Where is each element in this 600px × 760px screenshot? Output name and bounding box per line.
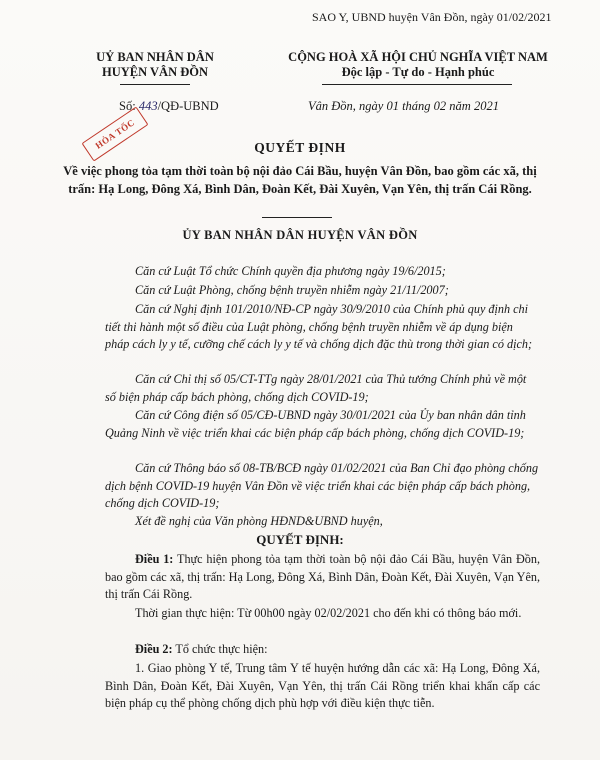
nation-line1: CỘNG HOÀ XÃ HỘI CHỦ NGHĨA VIỆT NAM (288, 50, 548, 64)
doc-number-prefix: Số: (119, 99, 136, 113)
preamble-item: Căn cứ Công điện số 05/CĐ-UBND ngày 30/01/2021 của Ủy ban nhân dân tỉnh Quảng Ninh về việc triển khai các biện pháp cấp bách phòng, chống dịch COVID-19; (105, 408, 526, 440)
urgent-stamp: HỎA TỐC (81, 106, 148, 161)
decision-heading: QUYẾT ĐỊNH: (256, 532, 344, 547)
agency-underline (120, 84, 190, 85)
preamble-item: Căn cứ Chỉ thị số 05/CT-TTg ngày 28/01/2021 của Thủ tướng Chính phủ về một số biện pháp cấp bách phòng, chống dịch COVID-19; (105, 372, 527, 404)
document-subject: Về việc phong tỏa tạm thời toàn bộ nội đảo Cái Bầu, huyện Vân Đồn, bao gồm các xã, thị trấn: Hạ Long, Đông Xá, Bình Dân, Đoàn Kết, Đài Xuyên, Vạn Yên, thị trấn Cái Rồng. (63, 164, 537, 196)
preamble-item: Căn cứ Nghị định 101/2010/NĐ-CP ngày 30/9/2010 của Chính phủ quy định chi tiết thi hành một số điều của Luật phòng, chống bệnh truyền nhiễm về áp dụng biện pháp cách ly y tế, cưỡng chế cách ly y tế và chống dịch đặc thù trong thời gian có dịch; (105, 302, 533, 351)
article-1-time: Thời gian thực hiện: Từ 00h00 ngày 02/02/2021 cho đến khi có thông báo mới. (135, 606, 522, 620)
agency-line2: HUYỆN VÂN ĐỒN (101, 65, 209, 79)
copy-note: SAO Y, UBND huyện Vân Đồn, ngày 01/02/2021 (312, 10, 552, 24)
article-2-text: Tổ chức thực hiện: (175, 642, 268, 656)
subject-underline (262, 217, 332, 218)
article-1 (105, 551, 540, 604)
agency-line1: UỶ BAN NHÂN DÂN (96, 50, 214, 64)
preamble-item: Căn cứ Thông báo số 08-TB/BCĐ ngày 01/02/2021 của Ban Chỉ đạo phòng chống dịch bệnh COVID-19 huyện Vân Đồn về việc triển khai các biện pháp cấp bách phòng, chống dịch COVID-19; (105, 461, 539, 510)
article-2 (105, 641, 540, 659)
agency-header (40, 50, 270, 80)
date-line: Vân Đồn, ngày 01 tháng 02 năm 2021 (308, 99, 499, 113)
document-title: QUYẾT ĐỊNH (254, 140, 346, 155)
nation-line2: Độc lập - Tự do - Hạnh phúc (341, 65, 495, 79)
article-1-label: Điều 1: (135, 552, 174, 566)
issuing-authority: ỦY BAN NHÂN DÂN HUYỆN VÂN ĐỒN (182, 228, 418, 242)
doc-number-handwritten: 443 (138, 99, 158, 113)
nation-underline (322, 84, 512, 85)
preamble-item: Căn cứ Luật Phòng, chống bệnh truyền nhiễm ngày 21/11/2007; (135, 283, 449, 297)
doc-number-suffix: /QĐ-UBND (157, 99, 219, 113)
national-header (248, 50, 588, 80)
article-1-text: Thực hiện phong tỏa tạm thời toàn bộ nội đảo Cái Bầu, huyện Vân Đồn, bao gồm các xã, thị trấn: Hạ Long, Đông Xá, Bình Dân, Đoàn Kết, Đài Xuyên, Vạn Yên, thị trấn Cái Rồng. (105, 552, 541, 601)
preamble-item: Xét đề nghị của Văn phòng HĐND&UBND huyện, (135, 514, 383, 528)
article-2-label: Điều 2: (135, 642, 173, 656)
preamble-item: Căn cứ Luật Tổ chức Chính quyền địa phương ngày 19/6/2015; (135, 264, 446, 278)
article-2-item-1: 1. Giao phòng Y tế, Trung tâm Y tế huyện hướng dẫn các xã: Hạ Long, Đông Xá, Bình Dân, Đoàn Kết, Đài Xuyên, Vạn Yên, thị trấn Cái Rồng triển khai khẩn cấp các biện pháp cụ thể phòng chống dịch phù hợp với điều kiện thực tiễn. (105, 661, 540, 710)
